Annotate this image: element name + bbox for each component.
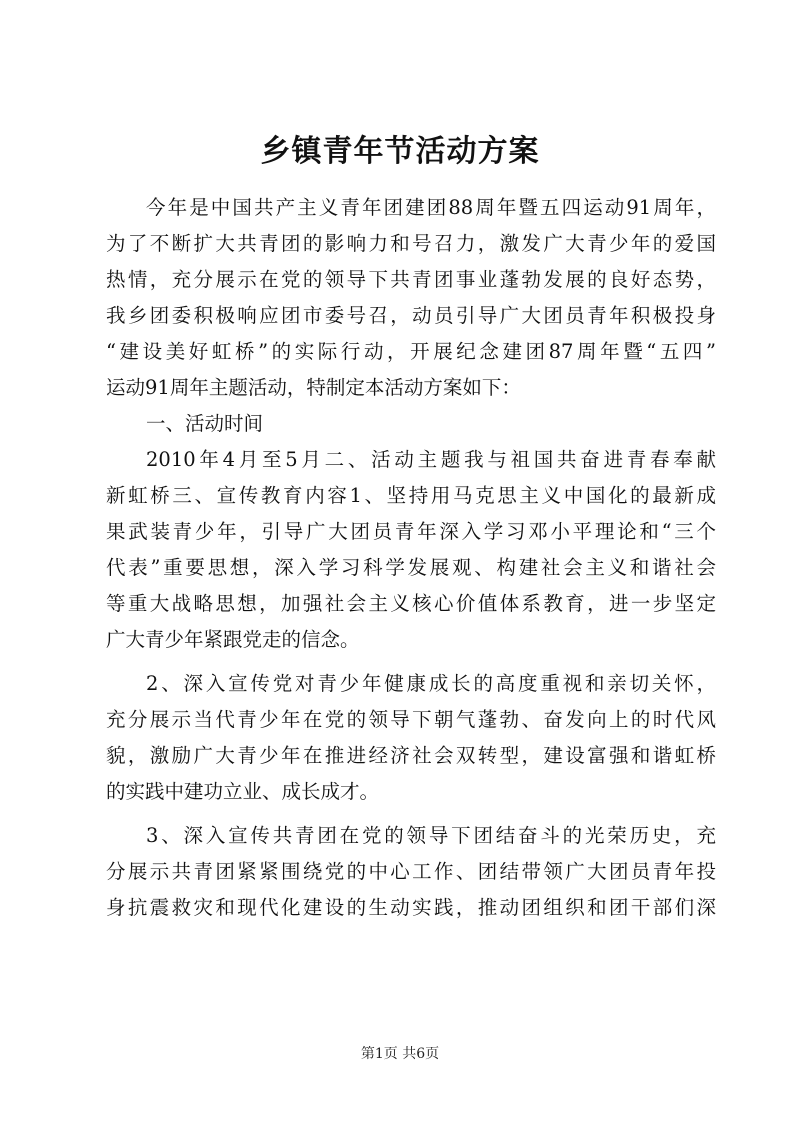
section-heading-activity-time — [106, 406, 716, 442]
text-line: 3、深入宣传共青团在党的领导下团结奋斗的光荣历史，充 — [146, 824, 716, 847]
paragraph-intro — [106, 190, 716, 406]
text-line: 貌，激励广大青少年在推进经济社会双转型，建设富强和谐虹桥 — [106, 744, 716, 767]
text-line: 身抗震救灾和现代化建设的生动实践，推动团组织和团干部们深 — [106, 896, 716, 919]
text-line: 分展示共青团紧紧围绕党的中心工作、团结带领广大团员青年投 — [106, 860, 716, 883]
text-line: 充分展示当代青少年在党的领导下朝气蓬勃、奋发向上的时代风 — [106, 708, 716, 731]
text-line: 等重大战略思想，加强社会主义核心价值体系教育，进一步坚定 — [106, 592, 716, 615]
paragraph-spacer — [106, 658, 716, 666]
text-line: 热情，充分展示在党的领导下共青团事业蓬勃发展的良好态势， — [106, 268, 716, 291]
paragraph-spacer — [106, 810, 716, 818]
text-line: 新虹桥三、宣传教育内容1、坚持用马克思主义中国化的最新成 — [106, 484, 716, 507]
text-line: 的实践中建功立业、成长成才。 — [106, 780, 380, 803]
text-line: “建设美好虹桥”的实际行动，开展纪念建团87周年暨“五四” — [106, 340, 716, 363]
text-line: 一、活动时间 — [146, 412, 264, 435]
paragraph-item-3 — [106, 818, 716, 926]
paragraph-item-2 — [106, 666, 716, 810]
page-title: 乡镇青年节活动方案 — [260, 134, 540, 169]
text-line: 广大青少年紧跟党走的信念。 — [106, 628, 360, 651]
text-line: 果武装青少年，引导广大团员青年深入学习邓小平理论和“三个 — [106, 520, 716, 543]
page-footer: 第1页 共6页 — [360, 1046, 440, 1062]
text-line: 2、深入宣传党对青少年健康成长的高度重视和亲切关怀， — [146, 672, 716, 695]
text-line: 运动91周年主题活动，特制定本活动方案如下： — [106, 376, 521, 399]
text-line: 代表”重要思想，深入学习科学发展观、构建社会主义和谐社会 — [106, 556, 716, 579]
text-line: 我乡团委积极响应团市委号召，动员引导广大团员青年积极投身 — [106, 304, 716, 327]
text-line: 为了不断扩大共青团的影响力和号召力，激发广大青少年的爱国 — [106, 232, 716, 255]
document-body — [106, 190, 716, 926]
text-line: 2010年4月至5月二、活动主题我与祖国共奋进青春奉献 — [146, 448, 716, 471]
paragraph-activity-details — [106, 442, 716, 658]
text-line: 今年是中国共产主义青年团建团88周年暨五四运动91周年， — [146, 196, 716, 219]
